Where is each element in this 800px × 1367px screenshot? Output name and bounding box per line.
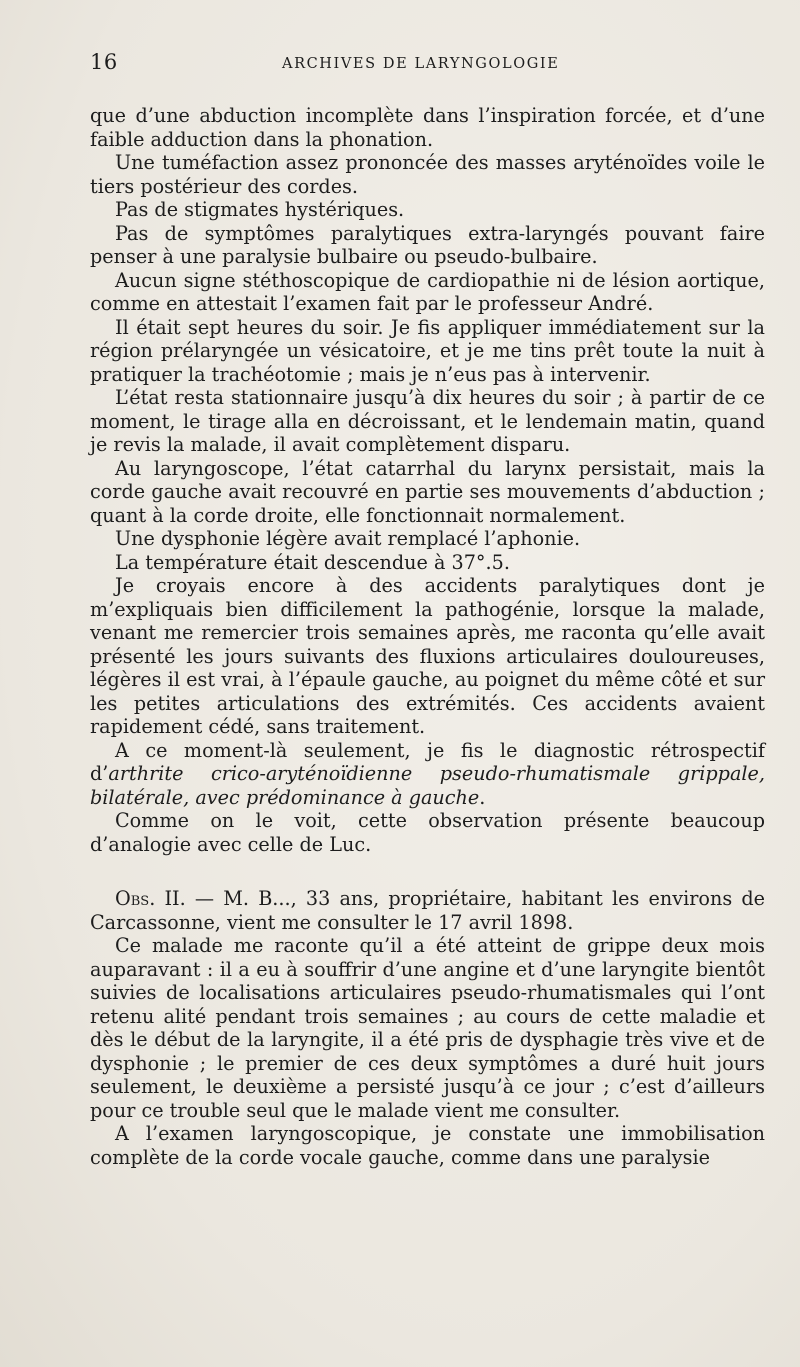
paragraph-grippe: Ce malade me raconte qu’il a été atteint de grippe deux mois auparavant : il a eu à souffrir d’une angine et d’une laryngite bientôt suivies de localisations articulaires pseudo-rhumatismales qui l’ont retenu alité pendant trois semaines ; au cours de cette maladie et dès le début de la laryngite, il a été pris de dysphagie très vive et de dysphonie ; le premier de ces deux symptômes a duré huit jours seulement, le deuxième a persisté jusqu’à ce jour ; c’est d’ailleurs pour ce trouble seul que le malade vient me consulter. [90,934,765,1122]
diagnosis-tail: . [479,785,486,809]
paragraph-abduction: que d’une abduction incomplète dans l’inspiration forcée, et d’une faible adduction dans la phonation. [90,104,765,151]
diagnosis-lead: A ce moment-là seulement, je fis le diagnostic rétrospectif d’ [90,738,765,785]
running-head [90,50,765,80]
paragraph-comparaison: Comme on le voit, cette observation présente beaucoup d’analogie avec celle de Luc. [90,809,765,856]
page-number: 16 [90,50,118,74]
body-text [90,104,765,1169]
paragraph-temperature: La température était descendue à 37°.5. [115,550,510,574]
paragraph-symptomes: Pas de symptômes paralytiques extra-laryngés pouvant faire penser à une paralysie bulbaire ou pseudo-bulbaire. [90,221,765,268]
paragraph-accidents: Je croyais encore à des accidents paralytiques dont je m’expliquais bien difficilement la pathogénie, lorsque la malade, venant me remercier trois semaines après, me raconta qu’elle avait présenté les jours suivants des fluxions articulaires douloureuses, légères il est vrai, à l’épaule gauche, au poignet du même côté et sur les petites articulations des extrémités. Ces accidents avaient rapidement cédé, sans traitement. [90,574,765,738]
paragraph-laryngoscope: Au laryngoscope, l’état catarrhal du larynx persistait, mais la corde gauche avait recouvré en partie ses mouvements d’abduction ; quant à la corde droite, elle fonctionnait normalement. [90,456,765,527]
paragraph-dysphonie: Une dysphonie légère avait remplacé l’aphonie. [115,527,581,550]
paragraph-diagnostic [90,739,765,810]
paragraph-stigmates: Pas de stigmates hystériques. [115,198,405,221]
observation-text: — M. B..., 33 ans, propriétaire, habitant les environs de Carcassonne, vient me consulter le 17 avril 1898. [90,887,765,934]
observation-heading [90,887,765,934]
paragraph-etat: L’état resta stationnaire jusqu’à dix heures du soir ; à partir de ce moment, le tirage alla en décroissant, et le lendemain matin, quand je revis la malade, il avait complètement disparu. [90,386,765,456]
paragraph-cardiopathie: Aucun signe stéthoscopique de cardiopathie ni de lésion aortique, comme en attestait l’examen fait par le professeur André. [90,268,765,315]
observation-label: Obs. II. [115,887,186,910]
paragraph-tumefaction: Une tuméfaction assez prononcée des masses aryténoïdes voile le tiers postérieur des cordes. [90,151,765,198]
journal-title: ARCHIVES DE LARYNGOLOGIE [282,56,560,72]
paragraph-vesicatoire: Il était sept heures du soir. Je fis appliquer immédiatement sur la région prélaryngée un vésicatoire, et je me tins prêt toute la nuit à pratiquer la trachéotomie ; mais je n’eus pas à intervenir. [90,315,765,386]
paragraph-examen: A l’examen laryngoscopique, je constate une immobilisation complète de la corde vocale gauche, comme dans une paralysie [90,1122,765,1169]
diagnosis-italic: arthrite crico-aryténoïdienne pseudo-rhumatismale grippale, bilatérale, avec prédominance à gauche [90,762,765,809]
